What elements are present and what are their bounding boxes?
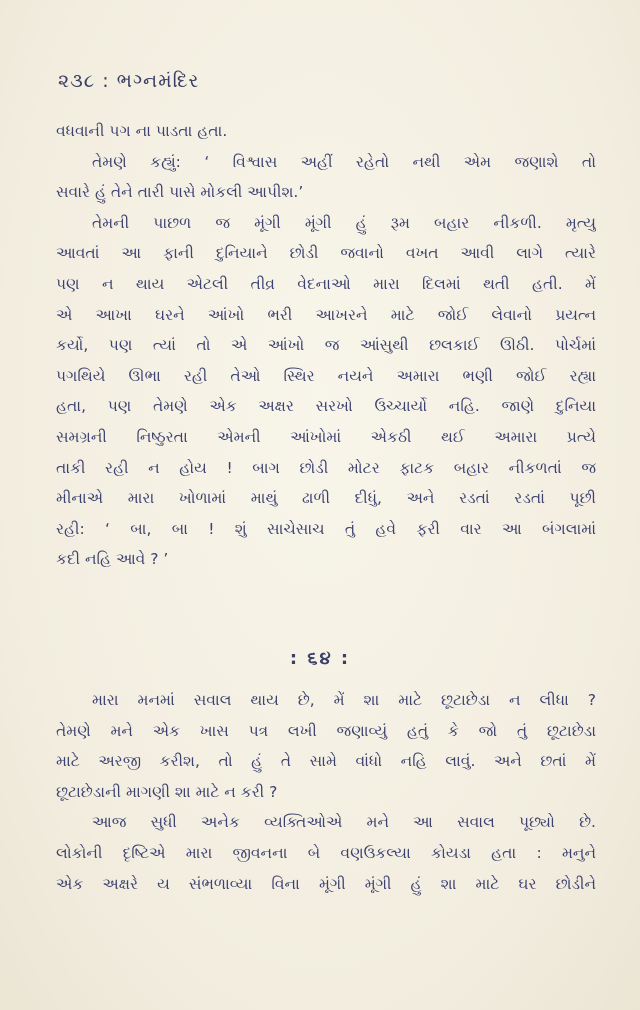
text-line: માટે અરજી કરીશ, તો હું તે સામે વાંધો નહિ લાવું. અને છતાં મેં <box>56 752 596 771</box>
text-line: પણ ન થાય એટલી તીવ્ર વેદનાઓ મારા દિલમાં થતી હતી. મેં <box>56 274 596 293</box>
text-line: એ આખા ઘરને આંખો ભરી આખરને માટે જોઈ લેવાનો પ્રયત્ન <box>56 305 596 324</box>
section-marker: : ૬૪ : <box>289 648 351 669</box>
text-line: તાકી રહી ન હોય ! બાગ છોડી મોટર ફાટક બહાર નીકળતાં જ <box>56 458 596 477</box>
text-line: તેમણે મને એક ખાસ પત્ર લખી જણાવ્યું હતું કે જો તું છૂટાછેડા <box>56 721 596 740</box>
running-head: ૨૩૮ : ભગ્નમંદિર <box>58 70 200 92</box>
text-line: તેમણે કહ્યું: ‘ વિશ્વાસ અહીં રહેતો નથી એમ જણાશે તો <box>92 152 596 171</box>
text-line: સવારે હું તેને તારી પાસે મોકલી આપીશ.’ <box>56 183 304 202</box>
text-line: કદી નહિ આવે ? ’ <box>56 550 169 569</box>
text-line: સમગ્રની નિષ્ઠુરતા એમની આંખોમાં એકઠી થઈ અમારા પ્રત્યે <box>56 427 596 446</box>
text-line: મારા મનમાં સવાલ થાય છે, મેં શા માટે છૂટાછેડા ન લીધા ? <box>92 691 596 709</box>
text-line: વધવાની પગ ના પાડતા હતા. <box>56 122 228 140</box>
text-block-top <box>56 116 596 575</box>
text-line: તેમની પાછળ જ મૂંગી મૂંગી હું રૂમ બહાર નીકળી. મૃત્યુ <box>92 213 596 232</box>
text-line: આવતાં આ ફાની દુનિયાને છોડી જવાનો વખત આવી લાગે ત્યારે <box>56 244 596 263</box>
text-line: રહી: ‘ બા, બા ! શું સાચેસાચ તું હવે ફરી વાર આ બંગલામાં <box>56 519 596 538</box>
text-line: પગથિયે ઊભા રહી તેઓ સ્થિર નયને અમારા ભણી જોઈ રહ્યા <box>56 366 596 385</box>
text-line: લોકોની દૃષ્ટિએ મારા જીવનના બે વણઉકલ્યા કોયડા હતા : મનુને <box>56 843 596 862</box>
text-line: આજ સુધી અનેક વ્યક્તિઓએ મને આ સવાલ પૂછ્યો છે. <box>92 813 596 832</box>
text-line: હતા, પણ તેમણે એક અક્ષર સરખો ઉચ્ચાર્યો નહિ. જાણે દુનિયા <box>56 397 596 416</box>
text-line: છૂટાછેડાની માગણી શા માટે ન કરી ? <box>56 782 278 801</box>
text-line: મીનાએ મારા ખોળામાં માથું ઢાળી દીધું, અને રડતાં રડતાં પૂછી <box>56 489 596 508</box>
text-line: એક અક્ષરે ય સંભળાવ્યા વિના મૂંગી મૂંગી હું શા માટે ઘર છોડીને <box>56 874 596 893</box>
text-block-bottom <box>56 685 596 899</box>
text-line: કર્યો, પણ ત્યાં તો એ આંખો જ આંસુથી છલકાઈ ઊઠી. પોર્ચમાં <box>56 336 596 355</box>
